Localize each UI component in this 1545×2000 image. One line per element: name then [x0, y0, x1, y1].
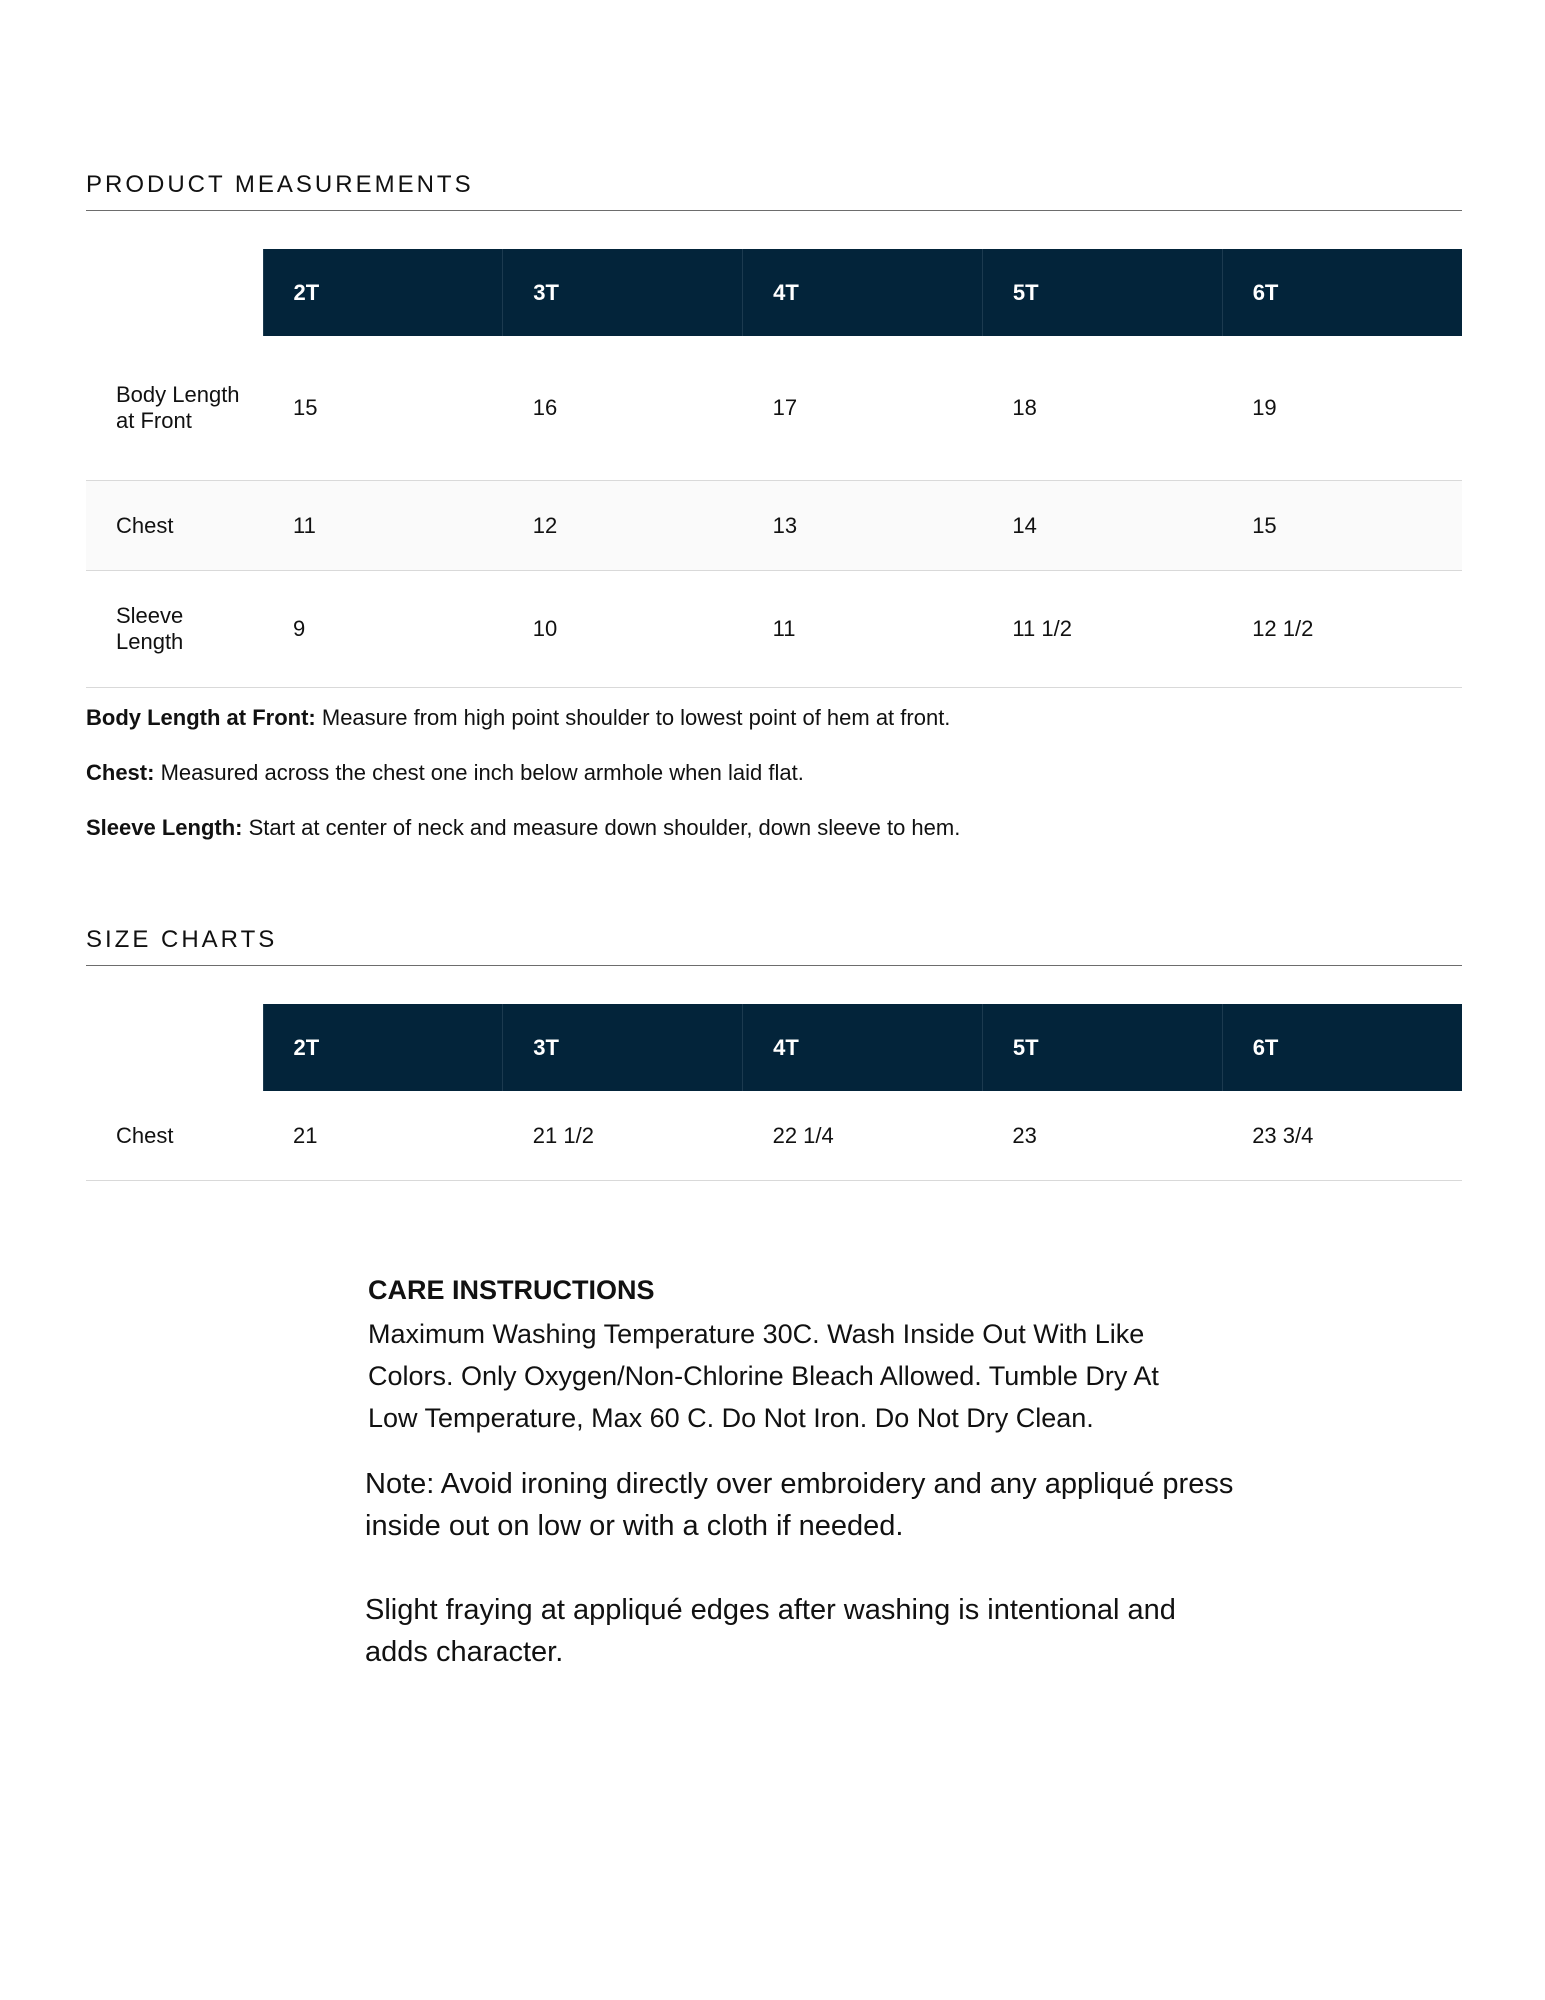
table-cell: 9: [263, 571, 503, 688]
table-row: [86, 336, 1462, 481]
table-cell: 10: [503, 571, 743, 688]
table-cell: 14: [982, 481, 1222, 571]
product-measurements-table: [86, 249, 1462, 688]
table-cell: 19: [1222, 336, 1462, 481]
table-cell: 11: [743, 571, 983, 688]
size-header-5t: 5T: [982, 249, 1222, 336]
size-header-6t: 6T: [1222, 1004, 1462, 1091]
row-label-sleeve-length: Sleeve Length: [86, 571, 263, 688]
size-header-row: [86, 249, 1462, 336]
product-measurements-title: PRODUCT MEASUREMENTS: [86, 170, 1462, 211]
size-header-row: [86, 1004, 1462, 1091]
care-body: Maximum Washing Temperature 30C. Wash Inside Out With Like Colors. Only Oxygen/Non-Chlorine Bleach Allowed. Tumble Dry At Low Temperature, Max 60 C. Do Not Iron. Do Not Dry Clean.: [368, 1319, 1159, 1433]
definition-text: Measured across the chest one inch below armhole when laid flat.: [154, 760, 804, 785]
definition-text: Start at center of neck and measure down shoulder, down sleeve to hem.: [242, 815, 961, 840]
table-cell: 11: [263, 481, 503, 571]
table-row: [86, 481, 1462, 571]
table-cell: 23 3/4: [1222, 1091, 1462, 1181]
size-header-3t: 3T: [503, 1004, 743, 1091]
table-cell: 17: [743, 336, 983, 481]
definition-text: Measure from high point shoulder to lowest point of hem at front.: [315, 705, 951, 730]
size-header-2t: 2T: [263, 249, 503, 336]
table-row: [86, 571, 1462, 688]
care-note: Note: Avoid ironing directly over embroidery and any appliqué press inside out on low or with a cloth if needed.: [365, 1468, 1234, 1542]
definition-sleeve-length: [86, 815, 1462, 841]
size-charts-title: SIZE CHARTS: [86, 925, 1462, 966]
size-header-2t: 2T: [263, 1004, 503, 1091]
care-title: CARE INSTRUCTIONS: [368, 1275, 655, 1305]
table-cell: 22 1/4: [743, 1091, 983, 1181]
definition-term: Body Length at Front:: [86, 705, 316, 730]
care-instructions: [365, 1273, 1248, 1673]
row-label-chest: Chest: [86, 1091, 263, 1181]
table-cell: 12 1/2: [1222, 571, 1462, 688]
table-cell: 21: [263, 1091, 503, 1181]
size-charts-table: [86, 1004, 1462, 1181]
table-cell: 16: [503, 336, 743, 481]
definition-chest: [86, 760, 1462, 786]
table-corner: [86, 1004, 263, 1091]
table-cell: 18: [982, 336, 1222, 481]
table-cell: 13: [743, 481, 983, 571]
definition-term: Sleeve Length:: [86, 815, 243, 840]
table-row: [86, 1091, 1462, 1181]
size-header-4t: 4T: [743, 249, 983, 336]
table-corner: [86, 249, 263, 336]
definition-term: Chest:: [86, 760, 155, 785]
fraying-note: Slight fraying at appliqué edges after washing is intentional and adds character.: [365, 1594, 1176, 1668]
table-cell: 12: [503, 481, 743, 571]
definition-body-length: [86, 705, 1462, 731]
size-header-5t: 5T: [982, 1004, 1222, 1091]
table-cell: 21 1/2: [503, 1091, 743, 1181]
measurement-definitions: [86, 705, 1462, 870]
table-cell: 11 1/2: [982, 571, 1222, 688]
table-cell: 15: [1222, 481, 1462, 571]
table-cell: 15: [263, 336, 503, 481]
table-cell: 23: [982, 1091, 1222, 1181]
size-header-4t: 4T: [743, 1004, 983, 1091]
size-header-6t: 6T: [1222, 249, 1462, 336]
row-label-body-length: Body Length at Front: [86, 336, 263, 481]
size-header-3t: 3T: [503, 249, 743, 336]
row-label-chest: Chest: [86, 481, 263, 571]
